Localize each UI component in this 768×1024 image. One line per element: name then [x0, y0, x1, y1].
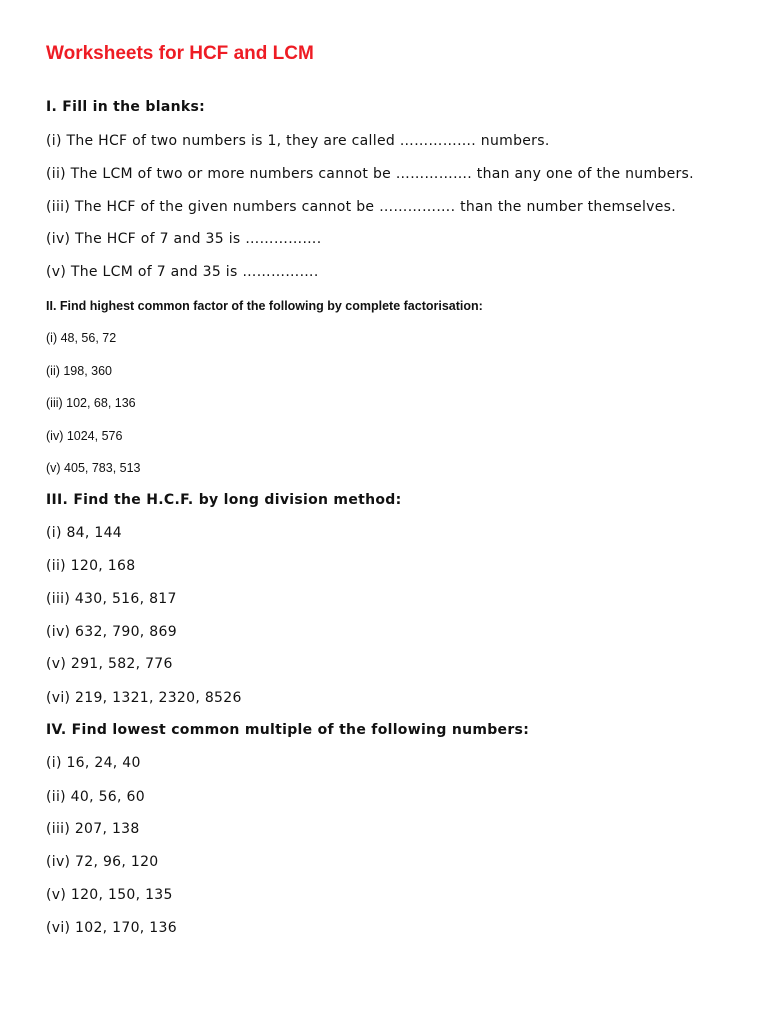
list-item: (iv) 632, 790, 869 — [46, 624, 177, 640]
list-item: (i) 84, 144 — [46, 525, 123, 541]
list-item: (v) 120, 150, 135 — [46, 887, 173, 903]
list-item: (iv) The HCF of 7 and 35 is ……………. — [46, 231, 322, 247]
list-item: (i) 16, 24, 40 — [46, 755, 141, 771]
list-item: (ii) 198, 360 — [46, 364, 113, 378]
list-item: (v) 291, 582, 776 — [46, 656, 173, 672]
list-item: (iii) 207, 138 — [46, 821, 140, 837]
list-item: (iii) 102, 68, 136 — [46, 396, 136, 410]
list-item: (i) 48, 56, 72 — [46, 331, 117, 345]
list-item: (iv) 72, 96, 120 — [46, 854, 159, 870]
list-item: (i) The HCF of two numbers is 1, they are called ……………. numbers. — [46, 133, 550, 149]
list-item: (iii) The HCF of the given numbers cannot be ……………. than the number themselves. — [46, 199, 676, 215]
list-item: (iv) 1024, 576 — [46, 429, 123, 443]
list-item: (ii) 120, 168 — [46, 558, 136, 574]
list-item: (ii) 40, 56, 60 — [46, 789, 145, 805]
list-item: (vi) 219, 1321, 2320, 8526 — [46, 690, 242, 706]
list-item: (iii) 430, 516, 817 — [46, 591, 177, 607]
section-heading: I. Fill in the blanks: — [46, 99, 205, 115]
list-item: (v) The LCM of 7 and 35 is ……………. — [46, 264, 319, 280]
page-title: Worksheets for HCF and LCM — [46, 43, 314, 64]
section-heading: IV. Find lowest common multiple of the following numbers: — [46, 722, 530, 738]
section-heading: III. Find the H.C.F. by long division method: — [46, 492, 402, 508]
list-item: (v) 405, 783, 513 — [46, 461, 141, 475]
section-heading: II. Find highest common factor of the following by complete factorisation: — [46, 299, 483, 313]
list-item: (vi) 102, 170, 136 — [46, 920, 177, 936]
list-item: (ii) The LCM of two or more numbers cannot be ……………. than any one of the numbers. — [46, 166, 694, 182]
